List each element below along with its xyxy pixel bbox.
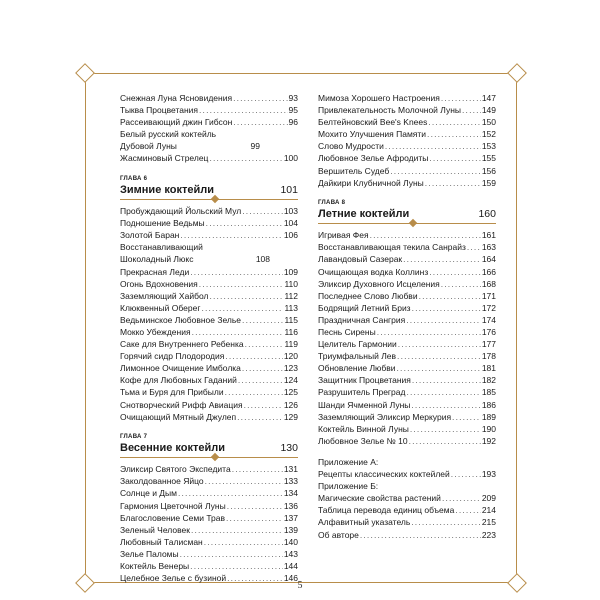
toc-entry[interactable]: Магические свойства растений . . . 209: [318, 492, 496, 504]
toc-entry[interactable]: Коктейль Винной Луны . . . 190: [318, 423, 496, 435]
chapter-divider: [120, 199, 298, 201]
toc-entry[interactable]: Лимонное Очищение Имболка . . . 123: [120, 362, 298, 374]
toc-list-right-top: [318, 92, 496, 189]
toc-entry[interactable]: Шанди Ячменной Луны . . . 186: [318, 399, 496, 411]
toc-entry[interactable]: Мокко Убеждения . . . 116: [120, 326, 298, 338]
toc-entry[interactable]: Кофе для Любовных Гаданий . . . 124: [120, 374, 298, 386]
toc-entry[interactable]: Слово Мудрости . . . 153: [318, 140, 496, 152]
toc-entry[interactable]: Ведьминское Любовное Зелье . . . 115: [120, 314, 298, 326]
toc-entry[interactable]: Саке для Внутреннего Ребенка . . . 119: [120, 338, 298, 350]
toc-entry[interactable]: Мохито Улучшения Памяти . . . 152: [318, 128, 496, 140]
toc-right-column: [318, 92, 496, 541]
toc-entry[interactable]: Белтейновский Bee's Knees . . . 150: [318, 116, 496, 128]
toc-entry[interactable]: Алфавитный указатель . . . 215: [318, 516, 496, 528]
toc-entry[interactable]: Обновление Любви . . . 181: [318, 362, 496, 374]
chapter-divider: [318, 223, 496, 225]
toc-entry[interactable]: Снотворческий Рифф Авиация . . . 126: [120, 399, 298, 411]
appendix-a-label: Приложение А:: [318, 456, 379, 467]
appendix-b-label: Приложение Б:: [318, 481, 379, 492]
toc-entry[interactable]: Тьма и Буря для Прибыли . . . 125: [120, 386, 298, 398]
toc-entry[interactable]: Таблица перевода единиц объема . . . 214: [318, 504, 496, 516]
toc-entry[interactable]: Прекрасная Леди . . . 109: [120, 266, 298, 278]
toc-left-column: [120, 92, 298, 584]
toc-list-left-top: [120, 92, 298, 165]
toc-entry[interactable]: Жасминовый Стрелец . . . 100: [120, 152, 298, 164]
toc-entry[interactable]: Заземляющий Хайбол . . . 112: [120, 290, 298, 302]
toc-entry[interactable]: Зеленый Человек . . . 139: [120, 524, 298, 536]
chapter-label: ГЛАВА 6: [120, 175, 148, 182]
toc-entry[interactable]: Зелье Паломы . . . 143: [120, 548, 298, 560]
toc-entry[interactable]: Белый русский коктейль Дубовой Луны 99: [120, 129, 260, 152]
chapter-heading[interactable]: Летние коктейли 160: [318, 207, 496, 220]
toc-list-chapter6: [120, 205, 298, 423]
toc-entry[interactable]: Эликсир Святого Экспедита . . . 131: [120, 463, 298, 475]
toc-entry[interactable]: Последнее Слово Любви . . . 171: [318, 290, 496, 302]
chapter-divider: [120, 457, 298, 459]
toc-entry[interactable]: Эликсир Духовного Исцеления . . . 168: [318, 278, 496, 290]
toc-entry[interactable]: Солнце и Дым . . . 134: [120, 487, 298, 499]
toc-entry[interactable]: Восстанавливающая текила Санрайз . . . 163: [318, 241, 496, 253]
toc-entry[interactable]: Песнь Сирены . . . 176: [318, 326, 496, 338]
chapter-label: ГЛАВА 7: [120, 433, 148, 440]
toc-entry[interactable]: Коктейль Венеры . . . 144: [120, 560, 298, 572]
toc-entry[interactable]: Любовное Зелье Афродиты . . . 155: [318, 152, 496, 164]
toc-entry[interactable]: Лавандовый Сазерак . . . 164: [318, 253, 496, 265]
toc-entry[interactable]: Заземляющий Эликсир Меркурия . . . 189: [318, 411, 496, 423]
toc-entry[interactable]: Снежная Луна Ясновидения . . . 93: [120, 92, 298, 104]
toc-entry[interactable]: Дайкири Клубничной Луны . . . 159: [318, 177, 496, 189]
toc-entry[interactable]: Любовное Зелье № 10 . . . 192: [318, 435, 496, 447]
toc-entry[interactable]: Игривая Фея . . . 161: [318, 229, 496, 241]
toc-entry[interactable]: Заколдованное Яйцо . . . 133: [120, 475, 298, 487]
toc-entry[interactable]: Рецепты классических коктейлей . . . 193: [318, 468, 496, 480]
toc-entry[interactable]: Очищающий Мятный Джулеп . . . 129: [120, 411, 298, 423]
toc-entry[interactable]: Подношение Ведьмы . . . 104: [120, 217, 298, 229]
page-number: 5: [297, 580, 303, 591]
toc-entry[interactable]: Разрушитель Преград . . . 185: [318, 386, 496, 398]
toc-entry[interactable]: Целитель Гармонии . . . 177: [318, 338, 496, 350]
toc-entry[interactable]: Огонь Вдохновения . . . 110: [120, 278, 298, 290]
toc-entry[interactable]: Об авторе . . . 223: [318, 529, 496, 541]
toc-list-chapter7: [120, 463, 298, 584]
toc-entry[interactable]: Триумфальный Лев . . . 178: [318, 350, 496, 362]
toc-entry[interactable]: Вершитель Судеб . . . 156: [318, 165, 496, 177]
toc-entry[interactable]: Тыква Процветания . . . 95: [120, 104, 298, 116]
toc-entry[interactable]: Защитник Процветания . . . 182: [318, 374, 496, 386]
toc-entry[interactable]: Восстанавливающий Шоколадный Люкс 108: [120, 242, 270, 265]
toc-entry[interactable]: Очищающая водка Коллинз . . . 166: [318, 266, 496, 278]
toc-entry[interactable]: Бодрящий Летний Бриз . . . 172: [318, 302, 496, 314]
toc-entry[interactable]: Привлекательность Молочной Луны . . . 149: [318, 104, 496, 116]
toc-entry[interactable]: Целебное Зелье с бузиной . . . 146: [120, 572, 298, 584]
chapter-label: ГЛАВА 8: [318, 199, 346, 206]
toc-entry[interactable]: Пробуждающий Йольский Мул . . . 103: [120, 205, 298, 217]
toc-entry[interactable]: Горячий сидр Плодородия . . . 120: [120, 350, 298, 362]
toc-entry[interactable]: Мимоза Хорошего Настроения . . . 147: [318, 92, 496, 104]
toc-entry[interactable]: Рассеивающий джин Гибсон . . . 96: [120, 116, 298, 128]
toc-entry[interactable]: Золотой Баран . . . 106: [120, 229, 298, 241]
toc-entry[interactable]: Гармония Цветочной Луны . . . 136: [120, 500, 298, 512]
chapter-heading[interactable]: Весенние коктейли 130: [120, 441, 298, 454]
toc-entry[interactable]: Благословение Семи Трав . . . 137: [120, 512, 298, 524]
toc-entry[interactable]: Праздничная Сангрия . . . 174: [318, 314, 496, 326]
toc-list-chapter8: [318, 229, 496, 447]
chapter-heading[interactable]: Зимние коктейли 101: [120, 183, 298, 196]
toc-entry[interactable]: Клюквенный Оберег . . . 113: [120, 302, 298, 314]
toc-entry[interactable]: Любовный Талисман . . . 140: [120, 536, 298, 548]
